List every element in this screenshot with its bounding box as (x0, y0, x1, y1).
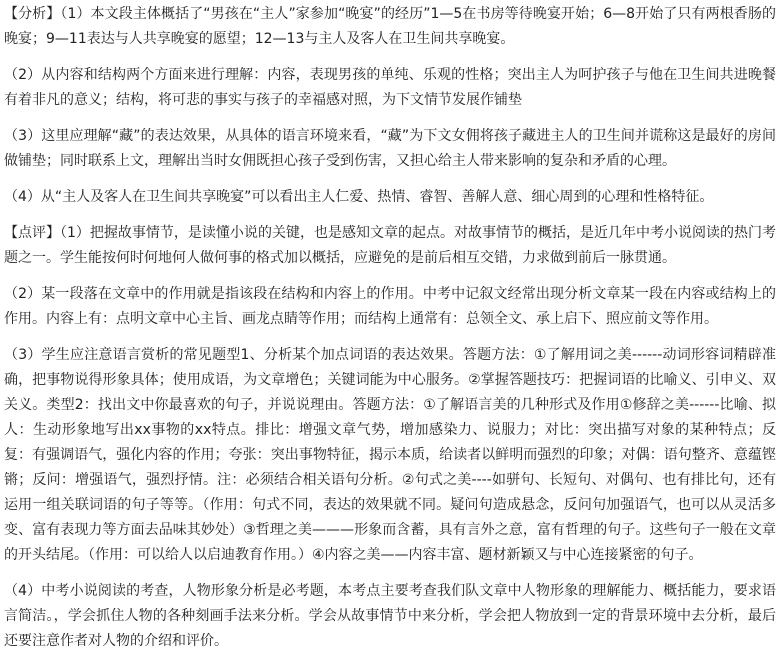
analysis-paragraph-3: （3）这里应理解“藏”的表达效果，从具体的语言环境来看，“藏”为下文女佣将孩子藏进主人的卫生间并谎称这是最好的房间做铺垫；同时联系上文，理解出当时女佣既担心孩子受到伤害，又担心给主人带来影响的复杂和矛盾的心理。 (4, 128, 776, 169)
comment-paragraph-3: （3）学生应注意语言赏析的常见题型1、分析某个加点词语的表达效果。答题方法：①了解用词之美------动词形容词精辟准确，把事物说得形象具体；使用成语，为文章增色；关键词能为中心服务。②掌握答题技巧：把握词语的比喻义、引申义、双关义。类型2：找出文中你最喜欢的句子，并说说理由。答题方法：①了解语言美的几种形式及作用①修辞之美------比喻、拟人：生动形象地写出xx事物的xx特点。排比：增强文章气势，增加感染力、说服力；对比：突出描写对象的某种特点；反复：有强调语气，强化内容的作用；夸张：突出事物特征，揭示本质，给读者以鲜明而强烈的印象；对偶：语句整齐、意蕴铿锵；反问：增强语气，强烈抒情。注：必须结合相关语句分析。②句式之美----如骈句、长短句、对偶句、也有排比句，还有运用一组关联词语的句子等等。（作用：句式不同，表达的效果就不同。疑问句造成悬念，反问句加强语气，也可以从灵活多变、富有表现力等方面去品味其妙处）③哲理之美———形象而含蓄，具有言外之意，富有哲理的句子。这些句子一般在文章的开头结尾。（作用：可以给人以启迪教育作用。）④内容之美——内容丰富、题材新颖又与中心连接紧密的句子。 (4, 347, 776, 563)
analysis-paragraph-2: （2）从内容和结构两个方面来进行理解：内容，表现男孩的单纯、乐观的性格；突出主人为呵护孩子与他在卫生间共进晚餐有着非凡的意义；结构，将可悲的事实与孩子的幸福感对照，为下文情节发展作铺垫 (4, 67, 776, 108)
comment-paragraph-4: （4）中考小说阅读的考查，人物形象分析是必考题，本考点主要考查我们队文章中人物形象的理解能力、概括能力，要求语言简洁。，学会抓住人物的各种刻画手法来分析。学会从故事情节中来分析，学会把人物放到一定的背景环境中去分析，最后还要注意作者对人物的介绍和评价。 (4, 583, 776, 649)
analysis-paragraph-1: 【分析】（1）本文段主体概括了“男孩在“主人”家参加“晚宴”的经历”1—5在书房等待晚宴开始；6—8开始了只有两根香肠的晚宴；9—11表达与人共享晚宴的愿望；12—13与主人及客人在卫生间共享晚宴。 (4, 6, 776, 47)
comment-paragraph-2: （2）某一段落在文章中的作用就是指该段在结构和内容上的作用。中考中记叙文经常出现分析文章某一段在内容或结构上的作用。内容上有：点明文章中心主旨、画龙点睛等作用；而结构上通常有：总领全文、承上启下、照应前文等作用。 (4, 286, 776, 327)
comment-paragraph-1: 【点评】（1）把握故事情节，是读懂小说的关键，也是感知文章的起点。对故事情节的概括，是近几年中考小说阅读的热门考题之一。学生能按何时何地何人做何事的格式加以概括，应避免的是前后相互交错，力求做到前后一脉贯通。 (4, 225, 776, 266)
analysis-paragraph-4: （4）从“主人及客人在卫生间共享晚宴”可以看出主人仁爱、热情、睿智、善解人意、细心周到的心理和性格特征。 (4, 189, 714, 205)
